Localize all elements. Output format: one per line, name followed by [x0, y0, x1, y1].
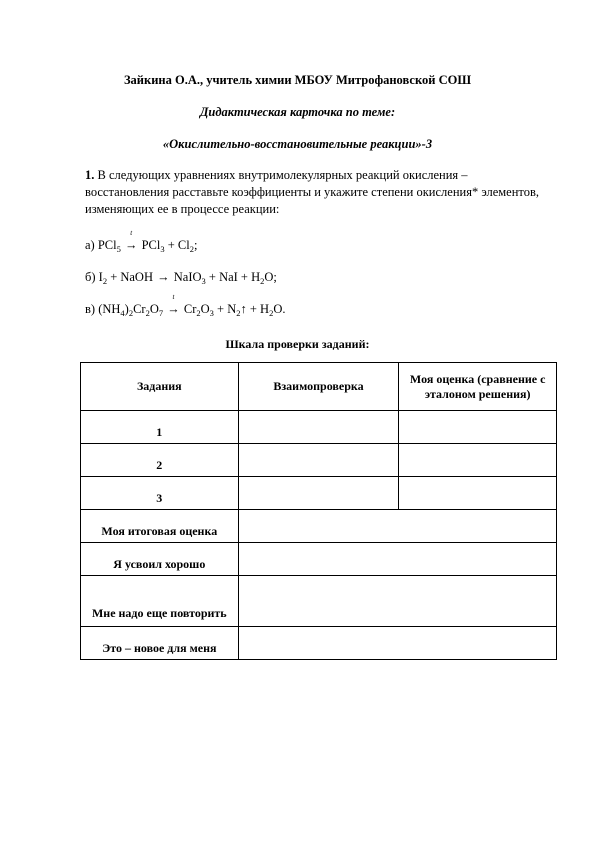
summary-label: Моя итоговая оценка [81, 510, 239, 543]
task-number-cell: 3 [81, 477, 239, 510]
header-tasks: Задания [81, 363, 239, 411]
task-number-cell: 1 [81, 411, 239, 444]
my-grade-cell[interactable] [399, 477, 557, 510]
equation-b: б) $I_2$ + NaOH → NaIO$_3$ + NaI + $H_2O$; [85, 270, 277, 286]
summary-value-cell[interactable] [238, 510, 556, 543]
topic-title: «Окислительно-восстановительные реакции»-3 [162, 137, 433, 151]
arrow-icon: → [157, 270, 170, 284]
summary-row [81, 627, 557, 660]
summary-label: Мне надо еще повторить [81, 576, 239, 627]
my-grade-cell[interactable] [399, 411, 557, 444]
summary-row [81, 543, 557, 576]
summary-label: Это – новое для меня [81, 627, 239, 660]
author-line: Зайкина О.А., учитель химии МБОУ Митрофановской СОШ [123, 73, 472, 87]
task-number: 1. [85, 168, 95, 182]
card-subtitle: Дидактическая карточка по теме: [199, 105, 396, 119]
summary-value-cell[interactable] [238, 627, 556, 660]
peer-check-cell[interactable] [238, 411, 399, 444]
table-row [81, 477, 557, 510]
summary-value-cell[interactable] [238, 576, 556, 627]
check-table [80, 362, 557, 660]
scale-title: Шкала проверки заданий: [225, 337, 370, 351]
header-my-grade: Моя оценка (сравнение с эталоном решения) [399, 363, 557, 411]
header-peer-check: Взаимопроверка [238, 363, 399, 411]
summary-row [81, 576, 557, 627]
table-header-row [81, 363, 557, 411]
my-grade-cell[interactable] [399, 444, 557, 477]
table-row [81, 444, 557, 477]
peer-check-cell[interactable] [238, 444, 399, 477]
arrow-icon: t → [124, 229, 138, 252]
equation-a: а) PCl$_5$ t → $PCl_3 + Cl_2$; [85, 229, 198, 254]
task-text: В следующих уравнениях внутримолекулярных реакций окисления – восстановления расставьте коэффициенты и укажите степени окисления* элементов, изменяющих ее в процессе реакции: [85, 168, 539, 216]
summary-value-cell[interactable] [238, 543, 556, 576]
arrow-icon: t → [167, 293, 180, 316]
peer-check-cell[interactable] [238, 477, 399, 510]
summary-label: Я усвоил хорошо [81, 543, 239, 576]
table-row [81, 411, 557, 444]
task-number-cell: 2 [81, 444, 239, 477]
summary-row [81, 510, 557, 543]
equation-c: в) $(NH_4)_2Cr_2O_7$ t → $Cr_2O_3$ + $N_2↑ + H_2O$. [85, 293, 286, 318]
task-paragraph [85, 167, 540, 218]
